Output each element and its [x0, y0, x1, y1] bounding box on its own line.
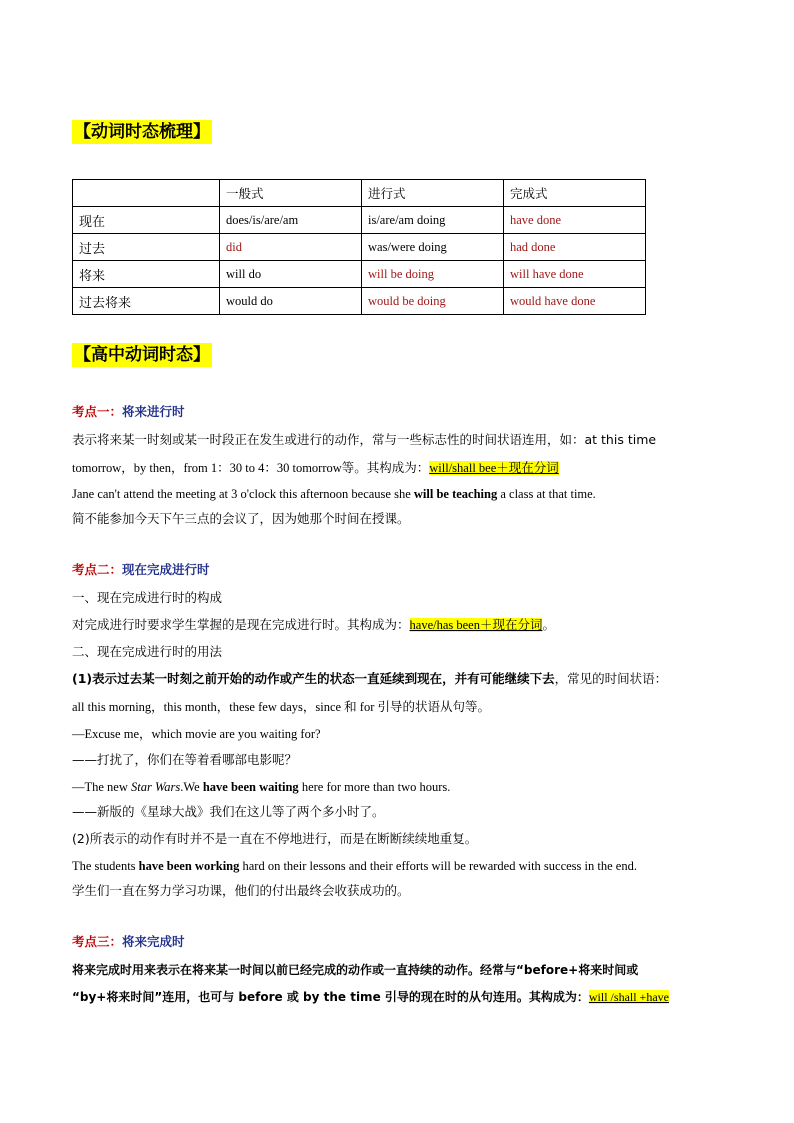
bold-phrase: have been working: [138, 859, 240, 873]
text-span: hard on their lessons and their efforts will be rewarded with success in the end.: [239, 859, 637, 873]
text-span: —The new: [72, 780, 132, 794]
key-point-2-title: [72, 561, 210, 579]
key-point-label: 考点三：: [72, 934, 123, 949]
tense-table: [72, 179, 646, 315]
paragraph-line: 一、现在完成进行时的构成: [72, 590, 223, 605]
table-header-row: [73, 180, 646, 207]
table-cell: will do: [220, 261, 362, 288]
table-row-label: 过去将来: [73, 288, 220, 315]
text-span: .We: [180, 780, 203, 794]
text-span: “by+将来时间”连用，也可与 before 或 by the time 引导的现在时的从句连用。其构成为：: [72, 990, 589, 1004]
text-span: tomorrow，by then，from 1：30 to 4：30 tomorrow等。其构成为：: [72, 461, 430, 475]
example-sentence: [72, 857, 637, 875]
table-cell: had done: [504, 234, 646, 261]
section-heading-tense-summary: 【动词时态梳理】: [74, 122, 210, 142]
paragraph-line: [72, 459, 559, 477]
example-translation: ——新版的《星球大战》我们在这儿等了两个多小时了。: [72, 804, 385, 819]
formula-highlight: will/shall bee＋现在分词: [429, 461, 559, 475]
key-point-1-title: [72, 403, 185, 421]
table-cell: will be doing: [362, 261, 504, 288]
example-sentence: —Excuse me，which movie are you waiting for?: [72, 727, 321, 741]
table-row: [73, 234, 646, 261]
formula-highlight: will /shall +have: [588, 990, 669, 1004]
key-point-topic: 现在完成进行时: [122, 562, 210, 577]
table-cell: have done: [504, 207, 646, 234]
example-sentence: [72, 485, 596, 503]
formula-highlight: have/has been＋现在分词: [409, 618, 543, 632]
key-point-label: 考点一：: [72, 404, 123, 419]
paragraph-line: 将来完成时用来表示在将来某一时间以前已经完成的动作或一直持续的动作。经常与“before+将来时间或: [72, 963, 639, 977]
table-cell: would be doing: [362, 288, 504, 315]
paragraph-line: all this morning，this month，these few days，since 和 for 引导的状语从句等。: [72, 700, 491, 714]
table-cell: would do: [220, 288, 362, 315]
text-span: 对完成进行时要求学生掌握的是现在完成进行时。其构成为：: [72, 617, 410, 632]
table-cell: does/is/are/am: [220, 207, 362, 234]
text-span: here for more than two hours.: [298, 780, 451, 794]
table-header-cell: 进行式: [362, 180, 504, 207]
section-heading-high-school-tenses: 【高中动词时态】: [74, 345, 210, 365]
bold-phrase: will be teaching: [413, 487, 498, 501]
table-row: [73, 261, 646, 288]
text-span: ，常见的时间状语：: [554, 671, 668, 686]
example-translation: 学生们一直在努力学习功课，他们的付出最终会收获成功的。: [72, 883, 410, 898]
table-cell: [73, 180, 220, 207]
table-cell: did: [220, 234, 362, 261]
text-span: Jane can't attend the meeting at 3 o'clock this afternoon because she: [72, 487, 414, 501]
table-cell: would have done: [504, 288, 646, 315]
table-header-cell: 完成式: [504, 180, 646, 207]
table-header-cell: 一般式: [220, 180, 362, 207]
paragraph-line: [72, 616, 555, 634]
table-row-label: 将来: [73, 261, 220, 288]
table-row: [73, 288, 646, 315]
example-translation: ——打扰了，你们在等着看哪部电影呢？: [72, 752, 298, 767]
key-point-3-title: [72, 933, 185, 951]
paragraph-line: [72, 988, 669, 1006]
table-row: [73, 207, 646, 234]
table-cell: is/are/am doing: [362, 207, 504, 234]
text-span: The students: [72, 859, 139, 873]
key-point-topic: 将来进行时: [122, 404, 185, 419]
text-span: a class at that time.: [497, 487, 596, 501]
paragraph-line: (2)所表示的动作有时并不是一直在不停地进行，而是在断断续续地重复。: [72, 831, 478, 846]
paragraph-line: 二、现在完成进行时的用法: [72, 644, 223, 659]
example-translation: 简不能参加今天下午三点的会议了，因为她那个时间在授课。: [72, 511, 410, 526]
text-span: 。: [542, 618, 555, 632]
paragraph-line: 表示将来某一时刻或某一时段正在发生或进行的动作，常与一些标志性的时间状语连用，如：at this time: [72, 432, 657, 447]
example-sentence: [72, 778, 450, 796]
italic-title: Star Wars: [131, 780, 181, 794]
key-point-topic: 将来完成时: [122, 934, 185, 949]
bold-phrase: have been waiting: [202, 780, 299, 794]
table-row-label: 现在: [73, 207, 220, 234]
paragraph-line: [72, 670, 667, 688]
table-cell: will have done: [504, 261, 646, 288]
bold-phrase: (1)表示过去某一时刻之前开始的动作或产生的状态一直延续到现在，并有可能继续下去: [72, 671, 555, 686]
table-cell: was/were doing: [362, 234, 504, 261]
table-row-label: 过去: [73, 234, 220, 261]
key-point-label: 考点二：: [72, 562, 123, 577]
